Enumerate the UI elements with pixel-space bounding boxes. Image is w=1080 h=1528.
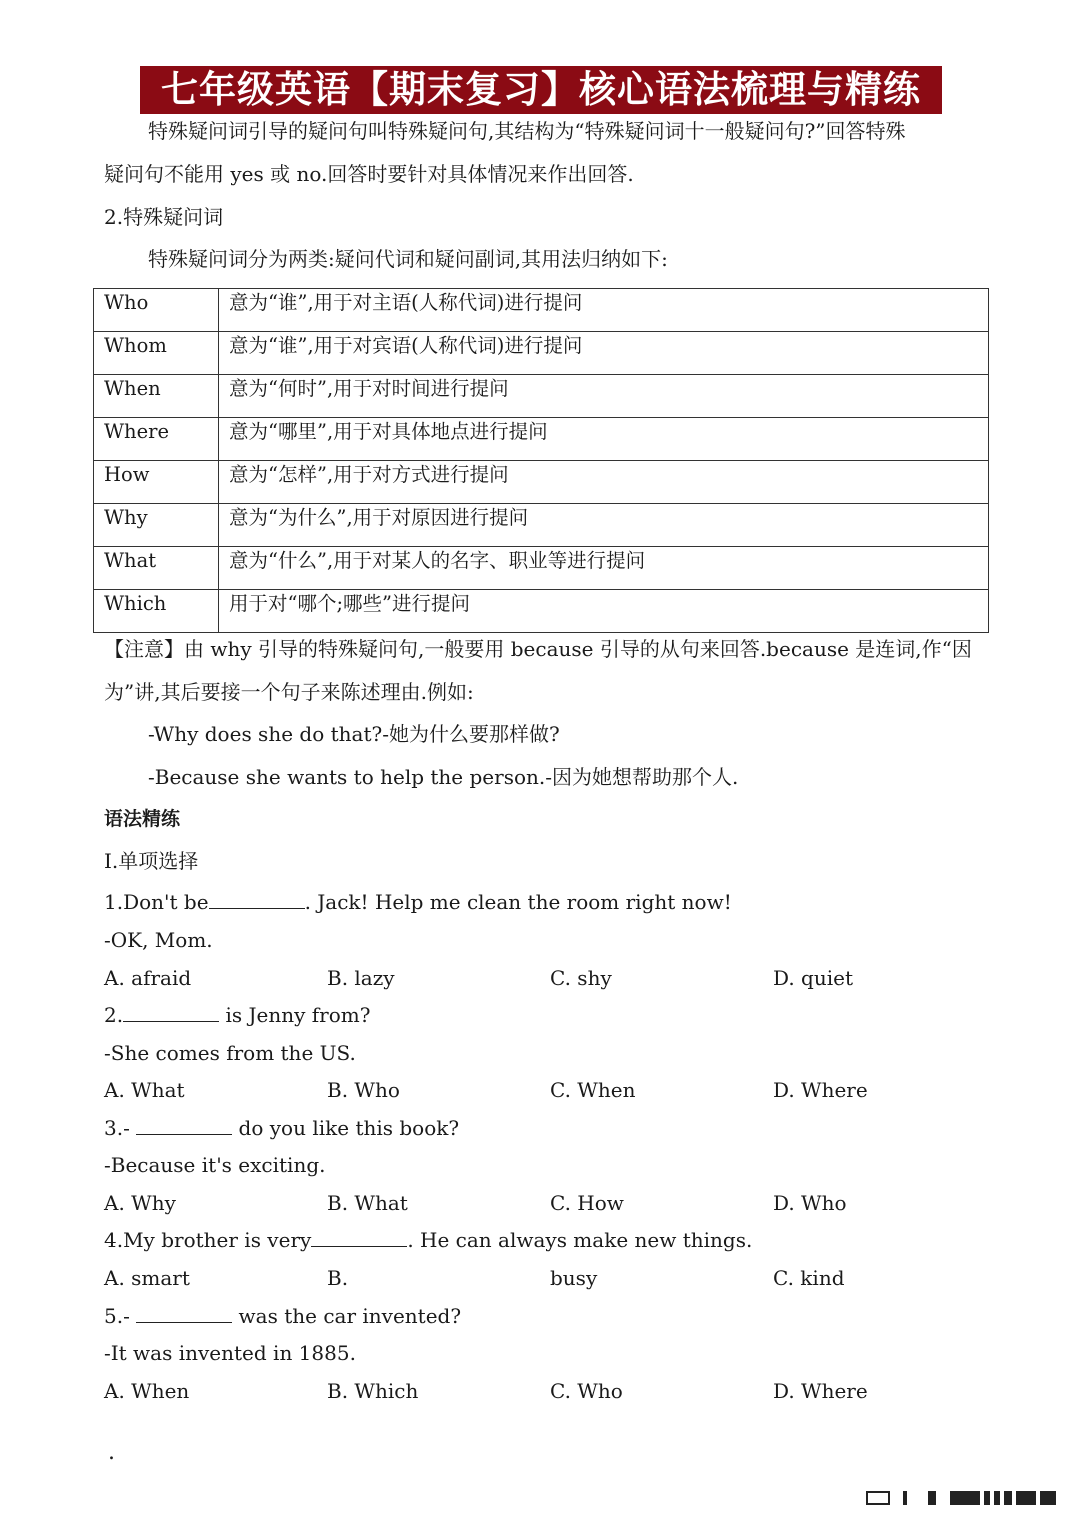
note-line-2: 为”讲,其后要接一个句子来陈述理由.例如: <box>104 680 474 704</box>
part-1-title: I.单项选择 <box>104 849 199 873</box>
option-b: B. What <box>327 1191 408 1215</box>
table-row <box>94 332 989 375</box>
note-line-1: 【注意】由 why 引导的特殊疑问句,一般要用 because 引导的从句来回答.because 是连词,作“因 <box>104 637 972 661</box>
question-word-meaning: 意为“谁”,用于对宾语(人称代词)进行提问 <box>219 332 989 375</box>
question-word: What <box>94 547 219 590</box>
question-word: When <box>94 375 219 418</box>
example-2: -Because she wants to help the person.-因为她想帮助那个人. <box>148 765 739 789</box>
section-2-title: 2.特殊疑问词 <box>104 205 224 229</box>
table-row <box>94 547 989 590</box>
question-word-meaning: 意为“怎样”,用于对方式进行提问 <box>219 461 989 504</box>
question-word: Who <box>94 289 219 332</box>
question-word: Which <box>94 590 219 633</box>
question-word: Where <box>94 418 219 461</box>
option-c: C. How <box>550 1191 624 1215</box>
option-d: D. Who <box>773 1191 847 1215</box>
question-5-pre: 5.- <box>104 1304 137 1328</box>
table-row <box>94 375 989 418</box>
question-3-pre: 3.- <box>104 1116 137 1140</box>
intro-line-1: 特殊疑问词引导的疑问句叫特殊疑问句,其结构为“特殊疑问词十一般疑问句?”回答特殊 <box>148 119 906 143</box>
question-1-pre: 1.Don't be <box>104 890 209 914</box>
section-2-description: 特殊疑问词分为两类:疑问代词和疑问副词,其用法归纳如下: <box>148 247 668 271</box>
option-b: B. Who <box>327 1078 400 1102</box>
page-title: 七年级英语【期末复习】核心语法梳理与精练 <box>140 66 942 114</box>
question-word-meaning: 意为“谁”,用于对主语(人称代词)进行提问 <box>219 289 989 332</box>
question-word-meaning: 意为“哪里”,用于对具体地点进行提问 <box>219 418 989 461</box>
question-4-pre: 4.My brother is very <box>104 1228 312 1252</box>
question-word-meaning: 意为“什么”,用于对某人的名字、职业等进行提问 <box>219 547 989 590</box>
question-words-table <box>93 288 989 633</box>
option-d: D. Where <box>773 1078 868 1102</box>
question-2-post: is Jenny from? <box>219 1003 371 1027</box>
option-d: D. Where <box>773 1379 868 1403</box>
question-1 <box>104 889 732 915</box>
example-1: -Why does she do that?-她为什么要那样做? <box>148 722 560 746</box>
question-3-response: -Because it's exciting. <box>104 1153 326 1177</box>
question-5-response: -It was invented in 1885. <box>104 1341 356 1365</box>
trailing-dot: . <box>108 1440 115 1465</box>
option-a: A. When <box>104 1379 190 1403</box>
question-5 <box>104 1303 461 1329</box>
table-row <box>94 590 989 633</box>
table-row <box>94 504 989 547</box>
option-c: C. When <box>550 1078 636 1102</box>
option-a: A. What <box>104 1078 185 1102</box>
question-word-meaning: 意为“为什么”,用于对原因进行提问 <box>219 504 989 547</box>
answer-blank <box>123 1003 219 1022</box>
question-4-post: . He can always make new things. <box>407 1228 753 1252</box>
option-b: B. Which <box>327 1379 419 1403</box>
option-a: A. smart <box>104 1266 190 1290</box>
question-2 <box>104 1002 370 1028</box>
question-word: Why <box>94 504 219 547</box>
answer-blank <box>136 1304 232 1323</box>
question-word-meaning: 意为“何时”,用于对时间进行提问 <box>219 375 989 418</box>
option-a: A. Why <box>104 1191 176 1215</box>
question-3-post: do you like this book? <box>232 1116 460 1140</box>
option-c: C. kind <box>773 1266 845 1290</box>
practice-heading: 语法精练 <box>104 808 181 830</box>
question-1-post: . Jack! Help me clean the room right now! <box>304 890 732 914</box>
question-word: How <box>94 461 219 504</box>
table-row <box>94 418 989 461</box>
option-d: D. quiet <box>773 966 853 990</box>
option-b-text: busy <box>550 1266 598 1290</box>
answer-blank <box>209 890 305 909</box>
answer-blank <box>136 1116 232 1135</box>
question-2-pre: 2. <box>104 1003 124 1027</box>
intro-line-2: 疑问句不能用 yes 或 no.回答时要针对具体情况来作出回答. <box>104 162 634 186</box>
question-word: Whom <box>94 332 219 375</box>
option-a: A. afraid <box>104 966 192 990</box>
question-word-meaning: 用于对“哪个;哪些”进行提问 <box>219 590 989 633</box>
question-4 <box>104 1227 752 1253</box>
option-c: C. Who <box>550 1379 623 1403</box>
question-2-response: -She comes from the US. <box>104 1041 356 1065</box>
option-b: B. lazy <box>327 966 395 990</box>
question-3 <box>104 1115 459 1141</box>
option-c: C. shy <box>550 966 612 990</box>
table-row <box>94 461 989 504</box>
question-1-response: -OK, Mom. <box>104 928 213 952</box>
option-b: B. <box>327 1266 349 1290</box>
question-5-post: was the car invented? <box>232 1304 462 1328</box>
table-row <box>94 289 989 332</box>
answer-blank <box>311 1228 407 1247</box>
